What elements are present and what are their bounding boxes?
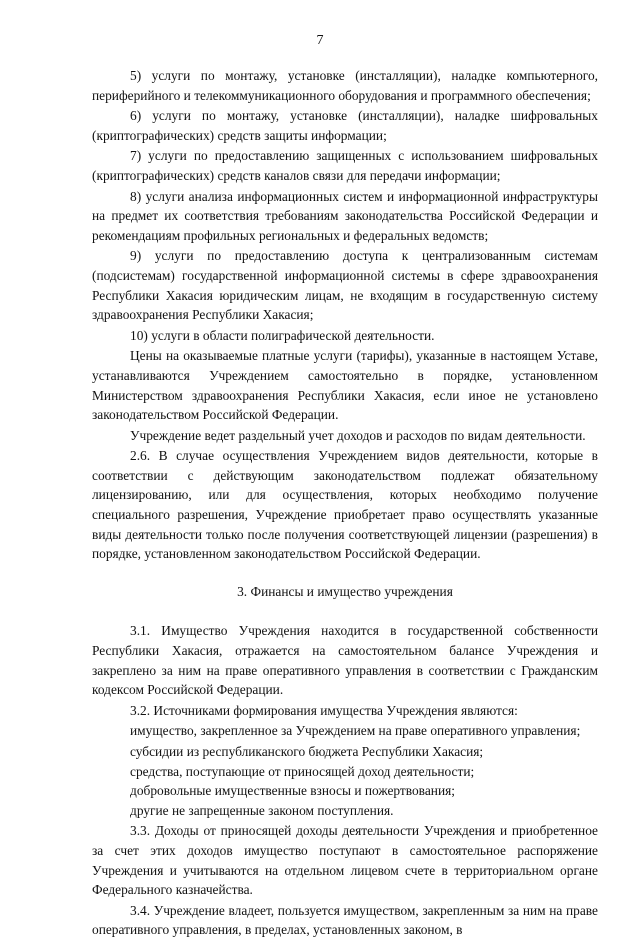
paragraph-source-other: другие не запрещенные законом поступления. <box>130 802 394 818</box>
paragraph-3-1: 3.1. Имущество Учреждения находится в государственной собственности Республики Хакасия, отражается на самостоятельном балансе Учреждения и закреплено за ним на праве оперативного управления в соответствии с Гражданским кодексом Российской Федерации. <box>92 623 598 698</box>
paragraph-3-4: 3.4. Учреждение владеет, пользуется имуществом, закрепленным за ним на праве оперативного управления, в пределах, установленных законом, в <box>92 902 598 938</box>
paragraph-service-7: 7) услуги по предоставлению защищенных с использованием шифровальных (криптографических) средств каналов связи для передачи информации; <box>92 148 598 183</box>
paragraph-source-income: средства, поступающие от приносящей доход деятельности; <box>130 763 475 779</box>
paragraph-2-6-licensing: 2.6. В случае осуществления Учреждением видов деятельности, которые в соответствии с действующим законодательством подлежат обязательному лицензированию, или для осуществления, которых необходимо получение специального разрешения, Учреждение приобретает право осуществлять указанные виды деятельности только после получения соответствующей лицензии (разрешения) в порядке, установленном законодательством Российской Федерации. <box>92 448 598 562</box>
paragraph-service-5: 5) услуги по монтажу, установке (инсталляции), наладке компьютерного, периферийного и телекоммуникационного оборудования и программного обеспечения; <box>92 68 598 103</box>
paragraph-service-10: 10) услуги в области полиграфической деятельности. <box>130 327 435 343</box>
page-number: 7 <box>316 33 324 48</box>
document-body <box>92 66 598 940</box>
paragraph-service-6: 6) услуги по монтажу, установке (инсталляции), наладке шифровальных (криптографических) средств защиты информации; <box>92 108 598 143</box>
paragraph-source-subsidies: субсидии из республиканского бюджета Республики Хакасия; <box>130 744 484 759</box>
paragraph-source-property: имущество, закрепленное за Учреждением на праве оперативного управления; <box>130 723 581 739</box>
paragraph-3-2: 3.2. Источниками формирования имущества Учреждения являются: <box>130 702 518 718</box>
paragraph-service-9: 9) услуги по предоставлению доступа к централизованным системам (подсистемам) государственной информационной системы в сфере здравоохранения Республики Хакасия юридическим лицам, не входящим в государственную систему здравоохранения Республики Хакасия; <box>92 248 598 323</box>
paragraph-separate-accounting: Учреждение ведет раздельный учет доходов и расходов по видам деятельности. <box>130 427 586 443</box>
section-title: 3. Финансы и имущество учреждения <box>237 583 453 599</box>
paragraph-service-8: 8) услуги анализа информационных систем и информационной инфраструктуры на предмет их соответствия требованиям законодательства Российской Федерации и рекомендациям профильных региональных и федеральных ведомств; <box>92 188 598 243</box>
paragraph-prices: Цены на оказываемые платные услуги (тарифы), указанные в настоящем Уставе, устанавливаются Учреждением самостоятельно в порядке, установленном Министерством здравоохранения Республики Хакасия, если иное не установлено законодательством Российской Федерации. <box>92 348 598 423</box>
paragraph-source-donations: добровольные имущественные взносы и пожертвования; <box>130 783 455 799</box>
paragraph-3-3: 3.3. Доходы от приносящей доходы деятельности Учреждения и приобретенное за счет этих доходов имущество поступают в самостоятельное распоряжение Учреждения и учитываются на отдельном лицевом счете в территориальном органе Федерального казначейства. <box>92 823 598 898</box>
